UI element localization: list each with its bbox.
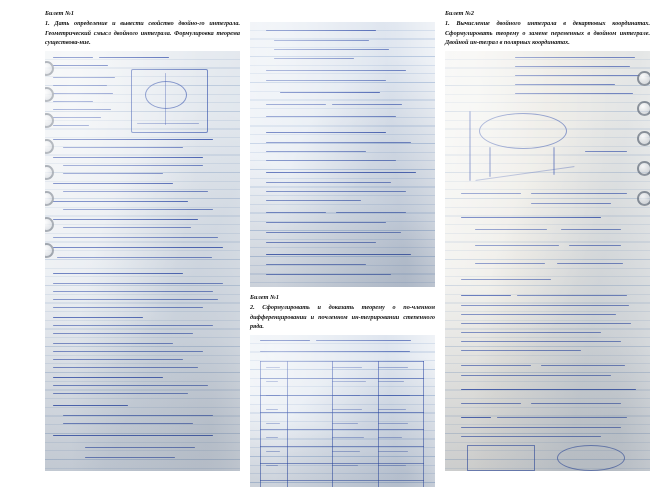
handwritten-notes-photo-3: [250, 335, 435, 487]
block-title: Билет №2: [445, 10, 475, 17]
column-left: [45, 0, 240, 502]
note-block-right: [445, 0, 650, 471]
block-title: Билет №1: [250, 294, 280, 301]
column-right: [445, 0, 650, 502]
note-block-mid-top: [250, 0, 435, 287]
note-block-left: [45, 0, 240, 471]
block-text: 1. Вычисление двойного интеграла в декартовых координатах. Сформулировать теорему о замене переменных в двойном интеграле. Двойной ин-теграл в полярных координатах.: [445, 20, 650, 47]
block-text: 1. Дать определение и вывести свойство двойно-го интеграла. Геометрический смысл двойного интеграла. Формулировка теорема существова-ние.: [45, 20, 240, 47]
handwritten-table: [260, 361, 424, 487]
block-title: Билет №1: [45, 10, 75, 17]
handwritten-notes-photo-1: [45, 51, 240, 471]
handwritten-notes-photo-4: [445, 51, 650, 471]
note-block-mid-bottom: [250, 290, 435, 487]
block-text: 2. Сформулировать и доказать теорему о по-членном дифференцировании и почленном ин-тегрировании степенного ряда.: [250, 304, 435, 331]
handwritten-notes-photo-2: [250, 22, 435, 287]
column-middle: [250, 0, 435, 502]
